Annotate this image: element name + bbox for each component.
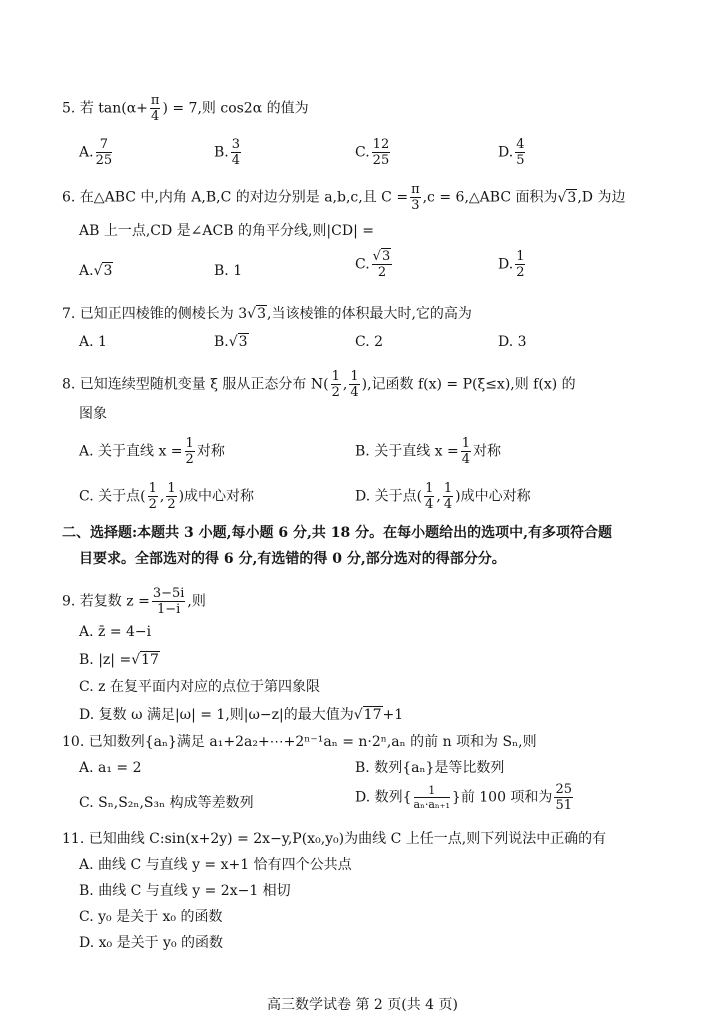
q10-d-num: 1 [414,785,450,798]
q6-optd-den: 2 [516,265,525,280]
q9-b-radicand: 17 [141,652,159,668]
q10-d-result-frac [554,783,573,812]
q5-option-b-frac [231,138,241,167]
q9-option-a: A. z̄ = 4−i [79,624,152,640]
q7-stem-b: ,当该棱锥的体积最大时,它的高为 [267,306,472,322]
q6-stem-line1 [62,183,625,212]
q10-option-a: A. a₁ = 2 [79,760,142,776]
q6-option-b: B. 1 [214,263,243,279]
q7-stem [62,305,472,323]
q6-optc-num: √3 [372,249,391,264]
q7-stem-a: 7. 已知正四棱锥的侧棱长为 3 [62,306,248,322]
q10-d-pre: D. 数列{ [355,789,412,806]
q6-stem-line2: AB 上一点,CD 是∠ACB 的角平分线,则|CD| = [79,223,374,239]
q9-stem-post: ,则 [187,593,206,610]
q8-option-c: C. 关于点( $\frac{1}{2}$ , $\frac{1}{2}$ )成中心对称 [79,481,255,512]
q5-number: 5. [62,100,76,117]
q7-option-a: A. 1 [79,334,107,350]
q11-option-d: D. x₀ 是关于 y₀ 的函数 [79,935,224,951]
q10-stem: 10. 已知数列{aₙ}满足 a₁+2a₂+⋯+2ⁿ⁻¹aₙ = n·2ⁿ,aₙ 的前 n 项和为 Sₙ,则 [62,734,537,750]
q9-num: 3−5i [152,586,185,601]
q8-c-frac2 [166,482,176,511]
q5-option-b [214,138,243,167]
q6-line1-c: ,D 为边 [577,189,626,206]
q8-stem-a: 8. 已知连续型随机变量 ξ 服从正态分布 N( [62,376,329,393]
q7-option-d: D. 3 [498,334,527,350]
q9-den: 1−i [156,602,181,617]
q7-sqrt: √3 [247,306,267,322]
q5-option-c-frac [372,138,391,167]
section2-instructions-line1: 二、选择题:本题共 3 小题,每小题 6 分,共 18 分。在每小题给出的选项中,有多项符合题 [62,525,612,541]
q8-c-frac1 [148,482,158,511]
q6-option-d [498,250,527,279]
q6-optc-radicand: 3 [381,249,391,264]
q8-b-post: 对称 [473,443,501,460]
q5-a-den: 25 [95,153,113,168]
q5-stem-pre: 若 tan(α+ [79,100,148,117]
q6-c-frac [410,183,421,212]
q5-option-a [79,138,114,167]
q8-stem-b: ),记函数 f(x) = P(ξ≤x),则 f(x) 的 [361,376,576,393]
q9-d-radicand: 17 [363,707,382,723]
q9-b-pre: B. |z| = [79,652,132,668]
q8-n2-num: 1 [350,369,359,384]
q8-d-d2: 4 [443,497,453,512]
q8-stem [62,370,576,399]
q8-comma: , [342,376,348,393]
q8-d-frac2 [443,482,453,511]
q9-d-pre: D. 复数 ω 满足|ω| = 1,则|ω−z|的最大值为 [79,707,354,723]
q8-c-d2: 2 [167,497,176,512]
q5-stem [62,94,309,123]
q11-option-b: B. 曲线 C 与直线 y = 2x−1 相切 [79,883,291,899]
q8-d-n2: 1 [443,481,453,496]
q5-d-num: 4 [516,137,525,152]
q10-d-den: aₙ·aₙ₊₁ [413,798,450,811]
q6-option-a [79,262,113,280]
q6-c-num: π [411,182,420,197]
q5-option-c-label: C. [355,144,370,161]
q7-b-sqrt: √3 [228,334,248,350]
q9-option-b [79,651,160,669]
q7-b-radicand: 3 [238,334,248,350]
q8-c-n2: 1 [167,481,176,496]
q6-line1-a: 在△ABC 中,内角 A,B,C 的对边分别是 a,b,c,且 C = [79,189,409,206]
q8-d-n1: 1 [425,481,434,496]
q8-option-d: D. 关于点( $\frac{1}{4}$ , $\frac{1}{4}$ )成中心对称 [355,481,531,512]
q8-n2-den: 4 [350,385,359,400]
q5-frac-den: 4 [151,109,160,124]
q6-optc-den: 2 [377,265,387,280]
q5-d-den: 5 [516,153,525,168]
q10-d-rnum: 25 [555,782,572,797]
q6-c-den: 3 [411,198,420,213]
q8-d-frac1 [424,482,434,511]
q8-c-pre: C. 关于点( [79,488,146,505]
q5-fraction [150,94,161,123]
q5-option-b-label: B. [214,144,229,161]
q8-option-b [355,437,501,466]
q8-n1-frac [331,370,341,399]
q5-c-den: 25 [372,153,390,168]
q8-b-den: 4 [461,452,470,467]
q5-option-d-frac [515,138,525,167]
q11-option-a: A. 曲线 C 与直线 y = x+1 恰有四个公共点 [79,857,352,873]
q8-n2-frac [349,370,359,399]
q10-option-d [355,783,575,812]
q6-area-sqrt: √3 [557,189,577,206]
q9-frac [152,587,186,616]
q6-d-label: D. [498,256,514,273]
q5-b-den: 4 [231,153,241,168]
q10-option-b: B. 数列{aₙ}是等比数列 [355,760,505,776]
q9-b-sqrt: √17 [131,652,159,668]
q8-d-post: )成中心对称 [455,488,531,505]
q5-option-a-label: A. [79,144,94,161]
q6-optd-frac [515,250,525,279]
q5-option-c [355,138,392,167]
q8-d-pre: D. 关于点( [355,488,423,505]
q8-b-num: 1 [461,436,470,451]
q5-option-d [498,138,527,167]
q9-option-c: C. z 在复平面内对应的点位于第四象限 [79,679,320,695]
q8-a-post: 对称 [196,443,225,460]
q8-a-pre: A. 关于直线 x = [79,443,183,460]
q6-c-label: C. [355,256,370,273]
q9-option-d [79,706,403,724]
q10-option-c: C. Sₙ,S₂ₙ,S₃ₙ 构成等差数列 [79,795,254,811]
q8-c-post: )成中心对称 [178,488,255,505]
q5-option-d-label: D. [498,144,514,161]
q7-radicand: 3 [257,306,267,322]
q11-stem: 11. 已知曲线 C:sin(x+2y) = 2x−y,P(x₀,y₀)为曲线 C 上任一点,则下列说法中正确的有 [62,831,607,847]
q8-b-pre: B. 关于直线 x = [355,443,459,460]
q6-option-c [355,250,394,279]
q5-a-num: 7 [96,138,113,153]
q8-n1-num: 1 [331,369,340,384]
q8-option-a [79,437,225,466]
q6-optd-num: 1 [516,249,525,264]
q9-d-post: +1 [382,707,404,723]
q8-n1-den: 2 [331,385,340,400]
q8-d-d1: 4 [425,497,434,512]
q8-b-frac [461,437,471,466]
q6-optc-frac [372,250,393,279]
q8-a-den: 2 [185,452,194,467]
section2-instructions-line2: 目要求。全部选对的得 6 分,有选错的得 0 分,部分选对的得部分分。 [79,551,506,567]
q9-stem-pre: 9. 若复数 z = [62,593,150,610]
q9-stem [62,587,206,616]
q6-number: 6. [62,189,76,206]
q8-stem-line2: 图象 [79,406,107,422]
q8-a-frac [185,437,195,466]
q7-option-b [214,333,249,351]
q8-a-num: 1 [185,436,194,451]
q9-d-sqrt: √17 [353,707,382,723]
q6-a-sqrt: √3 [93,263,113,279]
q5-option-a-frac [96,138,113,167]
q10-d-rden: 51 [555,798,572,813]
q5-c-num: 12 [372,137,390,152]
q6-line1-b: ,c = 6,△ABC 面积为 [422,189,558,206]
q10-d-mid: }前 100 项和为 [451,789,553,806]
q10-d-frac [414,785,450,810]
q7-option-c: C. 2 [355,334,384,350]
q7-b-label: B. [214,334,229,350]
q5-b-num: 3 [231,137,241,152]
q5-frac-num: π [150,93,160,108]
page-footer: 高三数学试卷 第 2 页(共 4 页) [267,997,458,1013]
q6-a-radicand: 3 [103,263,113,279]
q8-c-n1: 1 [148,481,157,496]
q6-a-label: A. [79,263,94,279]
q6-area-radicand: 3 [567,189,577,206]
q8-c-d1: 2 [148,497,157,512]
q11-option-c: C. y₀ 是关于 x₀ 的函数 [79,909,223,925]
q5-stem-post: ) = 7,则 cos2α 的值为 [162,100,309,117]
